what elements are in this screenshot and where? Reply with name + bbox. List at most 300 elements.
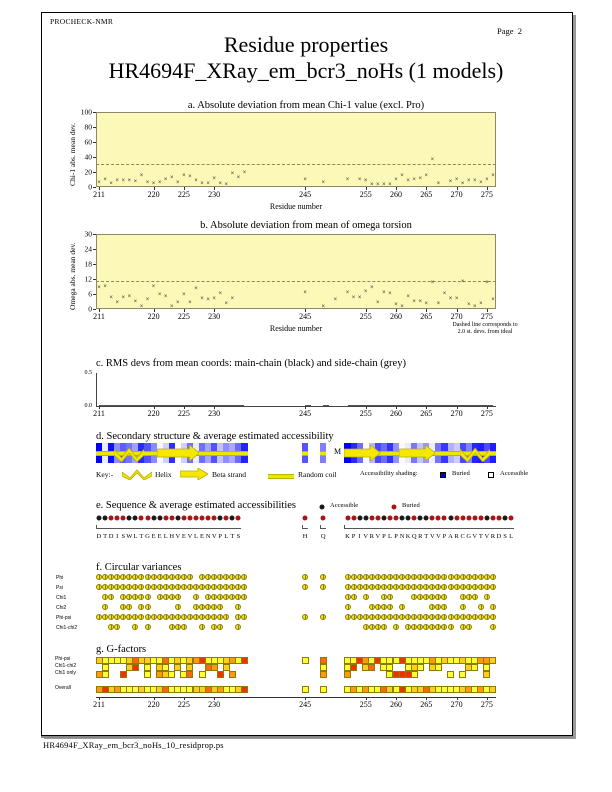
accessibility-dot [163, 516, 168, 521]
y-tick-label: 0 [88, 182, 92, 192]
beta-strand-arrow [399, 445, 435, 461]
accessibility-dot [157, 516, 162, 521]
circular-variance-marker [472, 614, 478, 620]
g-factor-cell [132, 664, 139, 671]
circular-variance-marker [157, 614, 163, 620]
accessibility-dot [472, 516, 477, 521]
buried-swatch [440, 472, 446, 478]
footer-filename: HR4694F_XRay_em_bcr3_noHs_10_residprop.ps [43, 740, 224, 750]
data-point-marker: × [466, 178, 471, 184]
accessibility-dot [387, 516, 392, 521]
g-factor-cell [471, 664, 478, 671]
data-point-marker: × [485, 279, 489, 286]
g-factor-cell [489, 686, 496, 693]
sequence-residue-letter: L [163, 533, 168, 540]
y-tick-label: 6 [88, 289, 92, 299]
data-point-marker: × [169, 303, 174, 310]
circular-variance-marker [460, 624, 466, 630]
accessibility-dot [345, 516, 350, 521]
circular-variance-marker [448, 574, 454, 580]
accessibility-dot [375, 516, 380, 521]
sequence-residue-letter: R [369, 533, 374, 540]
circular-variance-marker [375, 584, 381, 590]
circular-variance-marker [369, 624, 375, 630]
y-tick-mark [93, 309, 96, 310]
sequence-residue-letter: D [496, 533, 502, 540]
chart-b-note [420, 322, 550, 336]
circular-variance-marker [369, 604, 375, 610]
circular-variance-marker [175, 604, 181, 610]
data-point-marker: × [448, 178, 453, 185]
circular-variance-marker [357, 614, 363, 620]
x-tick-label: 220 [147, 190, 160, 199]
data-point-marker: × [151, 283, 156, 290]
data-point-marker: × [157, 179, 162, 186]
circular-variance-marker [381, 614, 387, 620]
g-factor-cell [211, 664, 218, 671]
data-point-marker: × [400, 172, 404, 179]
circular-variance-marker [381, 584, 387, 590]
sequence-residue-letter: L [224, 533, 229, 540]
sequence-residue-letter: L [133, 533, 138, 540]
circular-variance-row-label: Psi [56, 585, 63, 591]
sequence-residue-letter: V [472, 533, 478, 540]
chart-b-xlabel: Residue number [269, 324, 323, 333]
sequence-residue-letter: H [169, 533, 175, 540]
g-factor-cell [199, 671, 206, 678]
g-factor-cell [483, 671, 490, 678]
sequence-residue-letter: L [194, 533, 198, 540]
data-point-marker: × [139, 172, 144, 179]
sequence-ruler [96, 528, 241, 529]
data-point-marker: × [388, 291, 392, 297]
accessibility-dot [115, 516, 120, 521]
data-point-marker: × [351, 294, 356, 301]
circular-variance-marker [351, 614, 357, 620]
circular-variance-marker [157, 574, 163, 580]
data-point-marker: × [321, 180, 326, 187]
chart-c-trace-segment [348, 405, 493, 406]
circular-variance-marker [454, 614, 460, 620]
page-subtitle: HR4694F_XRay_em_bcr3_noHs (1 models) [108, 58, 504, 83]
data-point-marker: × [321, 303, 326, 310]
y-tick-label: 60 [84, 137, 92, 147]
data-point-marker: × [115, 299, 119, 306]
g-factor-cell [174, 664, 181, 671]
x-tick-label: 211 [93, 312, 105, 321]
sequence-ruler-tick [96, 525, 97, 528]
chart-c-trace-segment [323, 405, 329, 406]
g-factor-cell [368, 664, 375, 671]
data-point-marker: × [97, 284, 101, 291]
circular-variance-marker [399, 604, 405, 610]
g-factor-cell [320, 671, 327, 678]
data-point-marker: × [369, 284, 374, 291]
circular-variance-marker [393, 624, 399, 630]
circular-variance-row-label: Phi [56, 575, 64, 581]
section-f-title: f. Circular variances [96, 562, 182, 573]
circular-variance-marker [478, 574, 484, 580]
modified-residue-marker: M [333, 447, 342, 456]
circular-variance-marker [151, 614, 157, 620]
data-point-marker: × [200, 181, 204, 187]
circular-variance-marker [157, 584, 163, 590]
data-point-marker: × [224, 181, 229, 188]
circular-variance-marker [381, 624, 387, 630]
accessibility-dot [436, 516, 441, 521]
data-point-marker: × [460, 278, 465, 285]
y-tick-mark [93, 172, 96, 173]
sequence-residue-letter: P [351, 533, 356, 540]
circular-variance-marker [145, 594, 151, 600]
circular-variance-marker [448, 584, 454, 590]
y-tick-label: 12 [84, 274, 92, 284]
x-tick-label: 260 [390, 700, 402, 709]
sequence-residue-letter: N [399, 533, 405, 540]
accessibility-dot [151, 516, 156, 521]
data-point-marker: × [212, 296, 216, 302]
circular-variance-marker [478, 584, 484, 590]
circular-variance-row-label: Phi-psi [56, 615, 72, 621]
circular-variance-marker [193, 594, 199, 600]
g-factor-cell [168, 671, 175, 678]
y-tick-label: 40 [84, 152, 92, 162]
circular-variance-marker [169, 584, 175, 590]
data-point-marker: × [363, 178, 368, 184]
threshold-dashed-line [96, 281, 496, 282]
circular-variance-marker [454, 574, 460, 580]
sequence-ruler [344, 528, 514, 529]
accessibility-dot [212, 516, 217, 521]
accessibility-dot [394, 516, 399, 521]
x-tick-label: 260 [390, 409, 402, 418]
data-point-marker: × [212, 175, 216, 182]
data-point-marker: × [466, 302, 471, 309]
x-tick-label: 275 [480, 190, 493, 199]
circular-variance-marker [363, 614, 369, 620]
y-tick-mark [93, 249, 96, 250]
accessibility-dot [424, 516, 429, 521]
chart-c-y-tick-label: 0.5 [84, 370, 92, 376]
circular-variance-marker [369, 574, 375, 580]
sequence-residue-letter: E [181, 533, 186, 540]
x-tick-label: 211 [93, 700, 105, 709]
accessibility-dot [442, 516, 447, 521]
x-tick-label: 275 [480, 409, 493, 418]
circular-variance-row-label: Chi2 [56, 605, 67, 611]
sequence-residue-letter: V [375, 533, 381, 540]
circular-variance-marker [369, 614, 375, 620]
random-coil-line [320, 451, 326, 456]
g-factor-cell [162, 664, 169, 671]
g-factor-cell [223, 664, 230, 671]
data-point-marker: × [436, 181, 441, 187]
sequence-residue-letter: V [187, 533, 193, 540]
circular-variance-marker [157, 594, 163, 600]
circular-variance-marker [375, 604, 381, 610]
g-factor-cell [302, 686, 309, 693]
chart-a-plot [96, 112, 496, 187]
data-point-marker: × [206, 181, 210, 187]
helix-wave [114, 444, 144, 462]
circular-variance-marker [460, 604, 466, 610]
sequence-residue-letter: H [302, 533, 308, 540]
data-point-marker: × [473, 303, 477, 310]
circular-variance-marker [472, 594, 478, 600]
accessibility-dot [484, 516, 489, 521]
circular-variance-marker [345, 594, 351, 600]
y-tick-mark [93, 187, 96, 188]
sequence-residue-letter: L [387, 533, 392, 540]
sequence-residue-letter: T [103, 533, 108, 540]
sequence-residue-letter: I [358, 533, 361, 540]
g-factor-cell [241, 686, 248, 693]
data-point-marker: × [182, 172, 186, 179]
x-tick-label: 255 [359, 700, 372, 709]
x-tick-label: 255 [359, 409, 372, 418]
sequence-residue-letter: D [96, 533, 102, 540]
accessibility-dot [109, 516, 114, 521]
g-factor-cell [217, 671, 224, 678]
page-label: Page [497, 26, 514, 36]
data-point-marker: × [176, 299, 180, 306]
circular-variance-marker [145, 584, 151, 590]
accessibility-dot [187, 516, 192, 521]
sequence-residue-letter: C [460, 533, 465, 540]
data-point-marker: × [230, 296, 235, 302]
circular-variance-marker [363, 584, 369, 590]
sequence-residue-letter: E [200, 533, 205, 540]
sequence-ruler-tick [320, 525, 321, 528]
sequence-residue-letter: P [394, 533, 398, 540]
circular-variance-marker [381, 574, 387, 580]
accessibility-dot [139, 516, 144, 521]
chart-c-trace-segment [99, 405, 244, 406]
g-factor-row-label: Chi1-chi2 [55, 663, 77, 669]
circular-variance-marker [448, 624, 454, 630]
helix-key-icon [122, 468, 152, 480]
sequence-residue-letter: R [418, 533, 423, 540]
chart-c-y-tick-label: 0.0 [84, 403, 92, 409]
key-buried-label: Buried [452, 470, 470, 477]
circular-variance-marker [454, 584, 460, 590]
circular-variance-marker [478, 614, 484, 620]
g-factor-cell [320, 664, 327, 671]
circular-variance-marker [163, 574, 169, 580]
y-tick-label: 20 [84, 167, 92, 177]
accessibility-dot [412, 516, 417, 521]
circular-variance-marker [345, 604, 351, 610]
x-tick-label: 230 [208, 700, 221, 709]
y-tick-mark [93, 142, 96, 143]
data-point-marker: × [157, 292, 162, 299]
page-title: Residue properties [223, 32, 389, 57]
chart-b-note-line2: 2.0 st. devs. from ideal [457, 329, 513, 335]
sequence-residue-letter: V [430, 533, 435, 540]
data-point-marker: × [145, 297, 150, 304]
circular-variance-marker [484, 594, 490, 600]
chart-b-ylabel: Omega abs. mean dev. [68, 242, 77, 310]
circular-variance-marker [145, 614, 151, 620]
buried-legend-dot [392, 505, 397, 510]
sequence-residue-letter: V [484, 533, 490, 540]
g-factor-cell [411, 671, 418, 678]
accessibility-dot [363, 516, 368, 521]
data-point-marker: × [188, 299, 192, 306]
accessibility-dot [121, 516, 126, 521]
circular-variance-marker [460, 614, 466, 620]
key-helix-label: Helix [155, 470, 172, 479]
circular-variance-marker [163, 614, 169, 620]
y-tick-mark [93, 279, 96, 280]
data-point-marker: × [418, 298, 422, 305]
data-point-marker: × [394, 302, 398, 309]
accessibility-dot [497, 516, 502, 521]
g-factor-cell [102, 671, 109, 678]
data-point-marker: × [376, 299, 380, 306]
sequence-residue-letter: N [205, 533, 211, 540]
circular-variance-marker [345, 584, 351, 590]
data-point-marker: × [376, 181, 380, 188]
data-point-marker: × [133, 298, 138, 305]
sequence-residue-letter: D [108, 533, 114, 540]
data-point-marker: × [127, 293, 132, 300]
x-tick-label: 220 [147, 312, 160, 321]
x-tick-label: 260 [390, 190, 402, 199]
g-factor-cell [186, 671, 193, 678]
circular-variance-marker [169, 614, 175, 620]
chart-b-title: b. Absolute deviation from mean of omega torsion [200, 220, 412, 231]
x-tick-label: 245 [299, 312, 312, 321]
circular-variance-marker [381, 604, 387, 610]
accessibility-dot [181, 516, 186, 521]
data-point-marker: × [448, 296, 453, 302]
circular-variance-marker [478, 604, 484, 610]
data-point-marker: × [109, 181, 113, 187]
accessibility-dot [224, 516, 229, 521]
accessible-swatch [488, 472, 494, 478]
accessible-legend-dot [320, 505, 325, 510]
circular-variance-row-label: Chi1 [56, 595, 67, 601]
circular-variance-marker [175, 594, 181, 600]
data-point-marker: × [491, 297, 495, 304]
sequence-residue-letter: T [139, 533, 144, 540]
sequence-residue-letter: T [478, 533, 483, 540]
sequence-ruler-tick [344, 525, 345, 528]
g-factor-cell [320, 657, 327, 664]
data-point-marker: × [382, 289, 386, 296]
key-beta-label: Beta strand [212, 470, 246, 479]
circular-variance-marker [175, 614, 181, 620]
accessibility-dot [169, 516, 174, 521]
sequence-residue-letter: I [116, 533, 119, 540]
circular-variance-marker [387, 594, 393, 600]
chart-a-title: a. Absolute deviation from mean Chi-1 value (excl. Pro) [187, 100, 425, 111]
program-label: PROCHECK-NMR [50, 17, 114, 26]
data-point-marker: × [109, 294, 113, 301]
data-point-marker: × [418, 175, 422, 182]
data-point-marker: × [303, 289, 307, 296]
circular-variance-marker [375, 614, 381, 620]
y-tick-mark [93, 234, 96, 235]
g-factor-cell [320, 686, 327, 693]
g-factor-cell [417, 664, 424, 671]
circular-variance-marker [199, 624, 205, 630]
data-point-marker: × [103, 176, 107, 183]
data-point-marker: × [163, 293, 168, 300]
sequence-residue-letter: S [503, 533, 507, 540]
key-coil-label: Random coil [298, 470, 337, 479]
circular-variance-marker [175, 624, 181, 630]
circular-variance-marker [145, 624, 151, 630]
section-d-title: d. Secondary structure & average estimated accessibility [96, 431, 334, 442]
g-factor-cell [447, 671, 454, 678]
circular-variance-marker [472, 574, 478, 580]
sequence-residue-letter: T [230, 533, 235, 540]
circular-variance-marker [163, 584, 169, 590]
x-tick-label: 265 [420, 409, 433, 418]
footer-divider [41, 736, 573, 738]
data-point-marker: × [430, 157, 435, 163]
accessibility-dot [206, 516, 211, 521]
data-point-marker: × [115, 178, 119, 184]
accessibility-dot [503, 516, 508, 521]
circular-variance-marker [381, 594, 387, 600]
chart-c-title: c. RMS devs from mean coords: main-chain (black) and side-chain (grey) [96, 358, 406, 369]
data-point-marker: × [345, 176, 350, 183]
random-coil-line [302, 451, 308, 456]
circular-variance-marker [460, 584, 466, 590]
data-point-marker: × [230, 170, 235, 177]
x-tick-label: 245 [299, 409, 312, 418]
data-point-marker: × [97, 180, 101, 187]
sequence-residue-letter: P [382, 533, 386, 540]
page-number: 2 [517, 26, 523, 36]
y-tick-label: 30 [84, 229, 92, 239]
accessibility-dot [448, 516, 453, 521]
beta-strand-key-icon [180, 468, 208, 480]
data-point-marker: × [382, 181, 386, 188]
x-tick-label: 225 [177, 312, 190, 321]
circular-variance-marker [363, 624, 369, 630]
accessibility-dot [490, 516, 495, 521]
accessibility-dot [218, 516, 223, 521]
accessible-legend-label: Accessible [330, 502, 359, 509]
chart-c-y-axis [96, 373, 97, 406]
g-factor-cell [144, 671, 151, 678]
data-point-marker: × [242, 169, 247, 176]
beta-strand-arrow [157, 445, 199, 461]
accessibility-dot [145, 516, 150, 521]
accessibility-dot [400, 516, 405, 521]
data-point-marker: × [406, 178, 410, 184]
x-tick-label: 225 [177, 409, 190, 418]
circular-variance-marker [460, 594, 466, 600]
data-point-marker: × [206, 297, 210, 304]
data-point-marker: × [224, 301, 229, 307]
sequence-residue-letter: Q [411, 533, 417, 540]
circular-variance-marker [369, 584, 375, 590]
data-point-marker: × [121, 178, 126, 184]
accessibility-dot [509, 516, 514, 521]
sequence-residue-letter: V [211, 533, 217, 540]
g-factor-cell [344, 671, 351, 678]
data-point-marker: × [400, 303, 404, 310]
data-point-marker: × [357, 176, 362, 183]
sequence-residue-letter: P [442, 533, 447, 540]
x-tick-label: 220 [147, 409, 160, 418]
accessibility-dot [351, 516, 356, 521]
